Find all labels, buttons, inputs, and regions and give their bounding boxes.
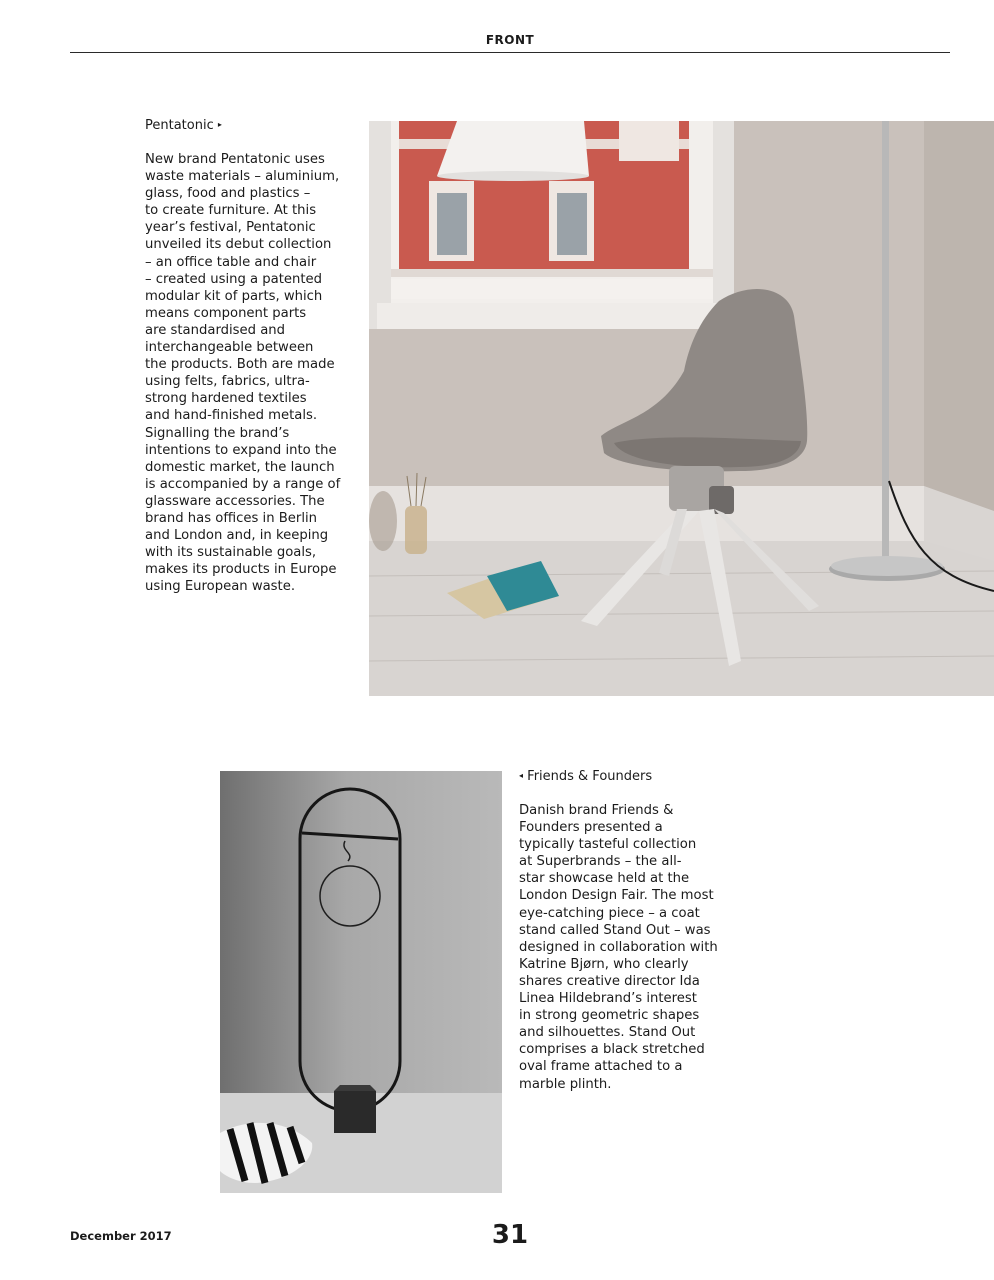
arrow-right-icon: ▸: [217, 120, 222, 129]
article-heading-text: Pentatonic: [145, 118, 214, 133]
page-number: 31: [491, 1220, 529, 1250]
issue-date: December 2017: [70, 1229, 172, 1243]
section-label: FRONT: [485, 33, 535, 47]
arrow-left-icon: ◂: [519, 771, 524, 780]
article-body-friends-founders: Danish brand Friends & Founders presented a typically tasteful collection at Superbrands – the all- star showcase held at the London Design Fair. The most eye-catching piece – a coat stand called Stand Out – was designed in collaboration with Katrine Bjørn, who clearly shares creative director Ida Linea Hildebrand’s interest in strong geometric shapes and silhouettes. Stand Out comprises a black stretched oval frame attached to a marble plinth.: [519, 803, 718, 1092]
article-heading-pentatonic: [145, 118, 222, 133]
photo-pentatonic-chair: [369, 121, 994, 696]
article-body-pentatonic: New brand Pentatonic uses waste materials – aluminium, glass, food and plastics – to create furniture. At this year’s festival, Pentatonic unveiled its debut collection – an office table and chair – created using a patented modular kit of parts, which means component parts are standardised and interchangeable between the products. Both are made using felts, fabrics, ultra- strong hardened textiles and hand-finished metals. Signalling the brand’s intentions to expand into the domestic market, the launch is accompanied by a range of glassware accessories. The brand has offices in Berlin and London and, in keeping with its sustainable goals, makes its products in Europe using European waste.: [145, 152, 341, 595]
photo-stand-out-coat-stand: [220, 771, 502, 1193]
article-heading-friends-founders: [519, 769, 652, 784]
article-heading-text: Friends & Founders: [527, 769, 653, 784]
header-rule: [70, 52, 950, 53]
